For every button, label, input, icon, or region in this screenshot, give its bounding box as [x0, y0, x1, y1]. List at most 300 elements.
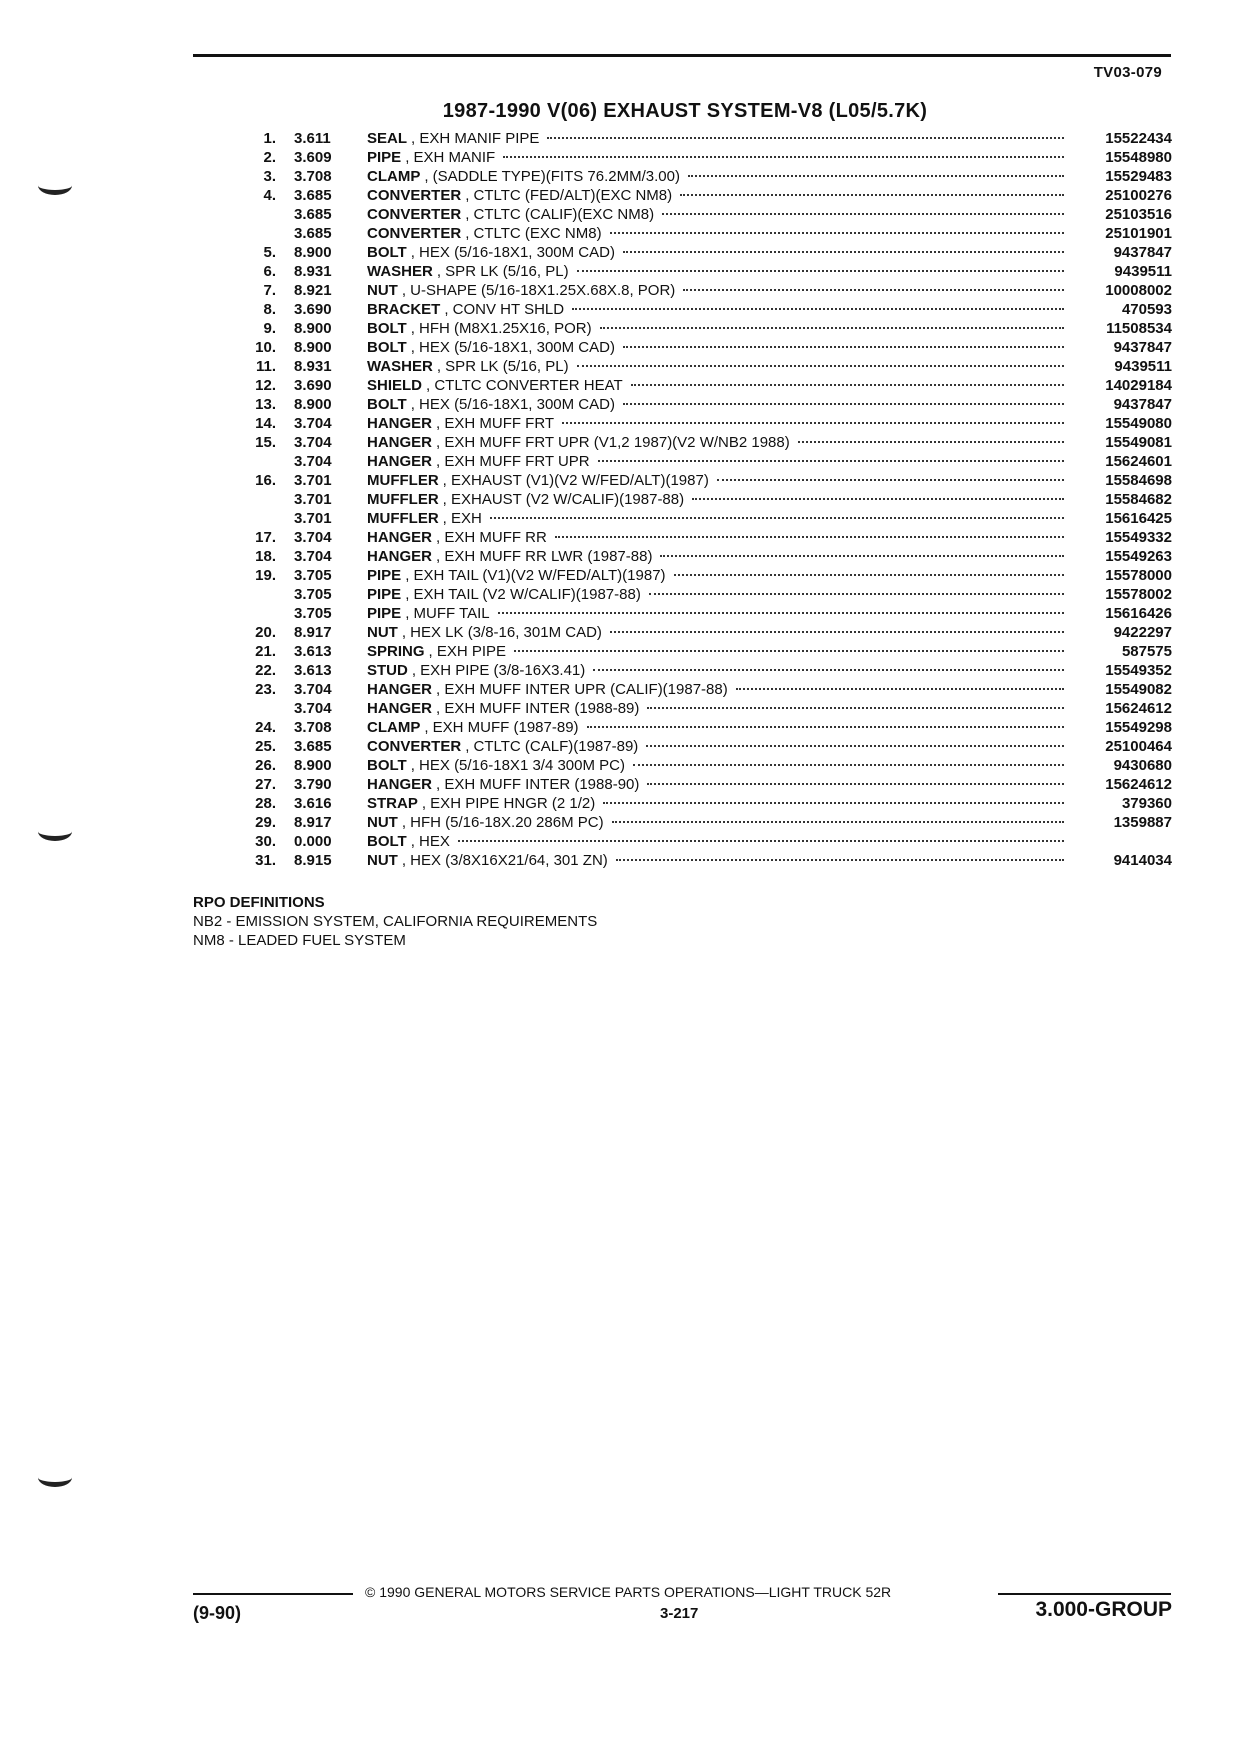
part-row	[230, 642, 1172, 661]
leader-dots	[688, 175, 1064, 177]
binder-hole-mark	[38, 176, 72, 195]
leader-dots	[610, 631, 1064, 633]
part-description	[367, 433, 1172, 452]
part-number: 5.	[263, 244, 276, 261]
part-detail: , EXH MANIF PIPE	[411, 130, 540, 147]
part-description	[367, 794, 1172, 813]
leader-dots	[577, 365, 1064, 367]
part-number: 28.	[255, 795, 276, 812]
part-description	[367, 224, 1172, 243]
part-row	[230, 281, 1172, 300]
part-row	[230, 832, 1172, 851]
part-detail: , HEX (3/8X16X21/64, 301 ZN)	[401, 852, 608, 869]
group-code: 8.900	[294, 320, 332, 337]
group-code: 3.790	[294, 776, 332, 793]
rpo-line: NM8 - LEADED FUEL SYSTEM	[193, 932, 406, 949]
group-code: 8.931	[294, 358, 332, 375]
part-catalog-number: 15584682	[1105, 491, 1172, 508]
part-name: MUFFLER	[367, 472, 439, 489]
leader-dots	[490, 517, 1064, 519]
part-row	[230, 395, 1172, 414]
leader-dots	[798, 441, 1064, 443]
part-description	[367, 281, 1172, 300]
part-detail: , HFH (5/16-18X.20 286M PC)	[401, 814, 604, 831]
part-row	[230, 167, 1172, 186]
part-detail: , CTLTC (EXC NM8)	[465, 225, 602, 242]
group-code: 3.701	[294, 491, 332, 508]
part-description	[367, 699, 1172, 718]
leader-dots	[717, 479, 1064, 481]
leader-dots	[623, 403, 1064, 405]
part-description	[367, 623, 1172, 642]
part-catalog-number: 15624612	[1105, 776, 1172, 793]
part-catalog-number: 25101901	[1105, 225, 1172, 242]
part-name: MUFFLER	[367, 491, 439, 508]
part-description	[367, 642, 1172, 661]
part-catalog-number: 15578002	[1105, 586, 1172, 603]
part-number: 9.	[263, 320, 276, 337]
part-detail: , EXH PIPE	[428, 643, 507, 660]
part-name: HANGER	[367, 434, 433, 451]
part-name: WASHER	[367, 358, 433, 375]
part-description	[367, 205, 1172, 224]
part-detail: , EXH MANIF	[405, 149, 496, 166]
part-detail: , CONV HT SHLD	[444, 301, 565, 318]
part-catalog-number: 15522434	[1105, 130, 1172, 147]
leader-dots	[555, 536, 1064, 538]
part-number: 29.	[255, 814, 276, 831]
part-catalog-number: 15549082	[1105, 681, 1172, 698]
leader-dots	[692, 498, 1064, 500]
leader-dots	[577, 270, 1064, 272]
part-detail: , CTLTC CONVERTER HEAT	[426, 377, 623, 394]
part-number: 1.	[263, 130, 276, 147]
part-catalog-number: 15624601	[1105, 453, 1172, 470]
part-row	[230, 547, 1172, 566]
part-row	[230, 243, 1172, 262]
leader-dots	[631, 384, 1064, 386]
leader-dots	[598, 460, 1064, 462]
group-code: 8.900	[294, 396, 332, 413]
binder-hole-mark	[38, 1468, 72, 1487]
part-row	[230, 471, 1172, 490]
group-code: 3.708	[294, 719, 332, 736]
leader-dots	[674, 574, 1064, 576]
part-detail: , EXH MUFF RR LWR (1987-88)	[436, 548, 653, 565]
part-number: 26.	[255, 757, 276, 774]
part-number: 16.	[255, 472, 276, 489]
part-number: 6.	[263, 263, 276, 280]
part-name: CONVERTER	[367, 738, 462, 755]
part-detail: , CTLTC (CALF)(1987-89)	[465, 738, 639, 755]
part-number: 11.	[255, 358, 276, 375]
part-row	[230, 851, 1172, 870]
part-description	[367, 357, 1172, 376]
part-row	[230, 775, 1172, 794]
leader-dots	[683, 289, 1064, 291]
leader-dots	[458, 840, 1064, 842]
part-catalog-number: 379360	[1121, 795, 1172, 812]
part-detail: , EXHAUST (V2 W/CALIF)(1987-88)	[442, 491, 685, 508]
group-code: 8.915	[294, 852, 332, 869]
part-name: PIPE	[367, 149, 402, 166]
part-detail: , EXH PIPE HNGR (2 1/2)	[421, 795, 596, 812]
group-code: 8.900	[294, 244, 332, 261]
part-number: 18.	[255, 548, 276, 565]
part-catalog-number: 15549352	[1105, 662, 1172, 679]
group-code: 3.690	[294, 377, 332, 394]
group-code: 3.705	[294, 586, 332, 603]
part-detail: , HEX (5/16-18X1, 300M CAD)	[410, 244, 615, 261]
part-detail: , EXH MUFF FRT UPR	[436, 453, 590, 470]
group-code: 3.701	[294, 472, 332, 489]
part-detail: , EXH	[442, 510, 482, 527]
part-catalog-number: 15549263	[1105, 548, 1172, 565]
part-detail: , CTLTC (CALIF)(EXC NM8)	[465, 206, 655, 223]
group-code: 3.690	[294, 301, 332, 318]
part-number: 24.	[255, 719, 276, 736]
part-row	[230, 680, 1172, 699]
part-catalog-number: 15624612	[1105, 700, 1172, 717]
leader-dots	[593, 669, 1064, 671]
part-row	[230, 566, 1172, 585]
part-catalog-number: 9414034	[1113, 852, 1172, 869]
part-number: 15.	[255, 434, 276, 451]
part-row	[230, 718, 1172, 737]
leader-dots	[562, 422, 1064, 424]
leader-dots	[572, 308, 1064, 310]
part-number: 23.	[255, 681, 276, 698]
leader-dots	[647, 707, 1064, 709]
part-catalog-number: 15584698	[1105, 472, 1172, 489]
part-row	[230, 414, 1172, 433]
part-row	[230, 338, 1172, 357]
part-detail: , EXH MUFF RR	[436, 529, 547, 546]
group-code: 8.917	[294, 814, 332, 831]
part-catalog-number: 9437847	[1113, 396, 1172, 413]
part-number: 8.	[263, 301, 276, 318]
part-detail: , EXH MUFF INTER (1988-89)	[436, 700, 640, 717]
group-code: 0.000	[294, 833, 332, 850]
part-detail: , EXH PIPE (3/8-16X3.41)	[411, 662, 586, 679]
part-row	[230, 585, 1172, 604]
group-code: 8.917	[294, 624, 332, 641]
part-row	[230, 186, 1172, 205]
part-description	[367, 452, 1172, 471]
parts-list	[230, 129, 1172, 870]
part-row	[230, 262, 1172, 281]
part-number: 22.	[255, 662, 276, 679]
part-catalog-number: 15578000	[1105, 567, 1172, 584]
leader-dots	[610, 232, 1064, 234]
part-row	[230, 357, 1172, 376]
part-name: BOLT	[367, 320, 407, 337]
part-name: CLAMP	[367, 168, 421, 185]
copyright: © 1990 GENERAL MOTORS SERVICE PARTS OPERATIONS—LIGHT TRUCK 52R	[365, 1584, 892, 1600]
group-code: 3.704	[294, 548, 332, 565]
part-number: 21.	[255, 643, 276, 660]
leader-dots	[587, 726, 1064, 728]
part-number: 3.	[263, 168, 276, 185]
group-code: 3.613	[294, 643, 332, 660]
part-description	[367, 148, 1172, 167]
leader-dots	[616, 859, 1064, 861]
leader-dots	[498, 612, 1064, 614]
leader-dots	[647, 783, 1064, 785]
part-name: CONVERTER	[367, 187, 462, 204]
part-catalog-number: 10008002	[1105, 282, 1172, 299]
part-number: 17.	[255, 529, 276, 546]
group-code: 3.613	[294, 662, 332, 679]
leader-dots	[623, 346, 1064, 348]
part-detail: , EXH MUFF FRT UPR (V1,2 1987)(V2 W/NB2 1988)	[436, 434, 790, 451]
part-detail: , EXHAUST (V1)(V2 W/FED/ALT)(1987)	[442, 472, 709, 489]
part-catalog-number: 11508534	[1106, 320, 1172, 337]
part-name: WASHER	[367, 263, 433, 280]
part-number: 27.	[255, 776, 276, 793]
part-detail: , HEX (5/16-18X1 3/4 300M PC)	[410, 757, 625, 774]
part-catalog-number: 1359887	[1113, 814, 1172, 831]
part-catalog-number: 25100464	[1105, 738, 1172, 755]
part-row	[230, 224, 1172, 243]
part-name: HANGER	[367, 453, 433, 470]
part-row	[230, 661, 1172, 680]
part-description	[367, 129, 1172, 148]
part-name: PIPE	[367, 567, 402, 584]
part-row	[230, 433, 1172, 452]
part-name: NUT	[367, 282, 398, 299]
part-catalog-number: 15616425	[1105, 510, 1172, 527]
part-description	[367, 756, 1172, 775]
part-description	[367, 661, 1172, 680]
part-name: HANGER	[367, 681, 433, 698]
part-catalog-number: 9437847	[1113, 244, 1172, 261]
part-catalog-number: 9439511	[1114, 263, 1172, 280]
part-detail: , SPR LK (5/16, PL)	[436, 358, 569, 375]
part-number: 14.	[255, 415, 276, 432]
group-code: 3.704	[294, 681, 332, 698]
leader-dots	[646, 745, 1064, 747]
part-number: 10.	[255, 339, 276, 356]
part-name: SHIELD	[367, 377, 423, 394]
footer-rule-left	[193, 1593, 353, 1595]
leader-dots	[603, 802, 1064, 804]
rpo-definitions	[193, 893, 597, 950]
leader-dots	[503, 156, 1064, 158]
part-name: NUT	[367, 852, 398, 869]
group-code: 8.900	[294, 757, 332, 774]
part-description	[367, 319, 1172, 338]
group-code: 3.685	[294, 187, 332, 204]
part-row	[230, 623, 1172, 642]
rpo-line: NB2 - EMISSION SYSTEM, CALIFORNIA REQUIREMENTS	[193, 913, 598, 930]
part-detail: , HFH (M8X1.25X16, POR)	[410, 320, 592, 337]
part-detail: , EXH MUFF INTER (1988-90)	[436, 776, 640, 793]
part-detail: , EXH MUFF FRT	[436, 415, 555, 432]
part-description	[367, 243, 1172, 262]
part-name: SEAL	[367, 130, 408, 147]
group-code: 3.704	[294, 453, 332, 470]
group-code: 3.685	[294, 225, 332, 242]
part-name: MUFFLER	[367, 510, 439, 527]
revision-date: (9-90)	[193, 1603, 242, 1623]
part-description	[367, 737, 1172, 756]
group-code: 8.931	[294, 263, 332, 280]
group-code: 3.705	[294, 605, 332, 622]
part-name: BOLT	[367, 244, 407, 261]
part-name: NUT	[367, 624, 398, 641]
rpo-heading: RPO DEFINITIONS	[193, 894, 325, 911]
group-code: 3.609	[294, 149, 332, 166]
page-number: 3-217	[660, 1605, 699, 1622]
part-name: HANGER	[367, 529, 433, 546]
part-detail: , EXH TAIL (V2 W/CALIF)(1987-88)	[405, 586, 641, 603]
part-name: CONVERTER	[367, 225, 462, 242]
part-row	[230, 319, 1172, 338]
part-catalog-number: 9439511	[1114, 358, 1172, 375]
part-row	[230, 813, 1172, 832]
page-title-text: 1987-1990 V(06) EXHAUST SYSTEM-V8 (L05/5.7K)	[442, 100, 928, 122]
leader-dots	[736, 688, 1064, 690]
part-description	[367, 775, 1172, 794]
part-name: BRACKET	[367, 301, 441, 318]
group-code: 8.900	[294, 339, 332, 356]
part-description	[367, 414, 1172, 433]
doc-code: TV03-079	[1093, 64, 1162, 81]
group-code: 3.708	[294, 168, 332, 185]
part-row	[230, 737, 1172, 756]
part-catalog-number: 15549081	[1105, 434, 1172, 451]
group-label: 3.000-GROUP	[1035, 1598, 1172, 1621]
part-description	[367, 604, 1172, 623]
leader-dots	[514, 650, 1064, 652]
top-rule	[193, 54, 1171, 57]
group-code: 3.685	[294, 738, 332, 755]
part-name: CONVERTER	[367, 206, 462, 223]
part-name: SPRING	[367, 643, 425, 660]
part-detail: , EXH TAIL (V1)(V2 W/FED/ALT)(1987)	[405, 567, 666, 584]
leader-dots	[600, 327, 1064, 329]
part-number: 20.	[255, 624, 276, 641]
part-number: 12.	[255, 377, 276, 394]
part-detail: , MUFF TAIL	[405, 605, 490, 622]
part-description	[367, 167, 1172, 186]
part-description	[367, 376, 1172, 395]
part-catalog-number: 587575	[1121, 643, 1172, 660]
part-row	[230, 604, 1172, 623]
part-number: 31.	[255, 852, 276, 869]
part-name: BOLT	[367, 339, 407, 356]
part-number: 30.	[255, 833, 276, 850]
part-catalog-number: 15549332	[1105, 529, 1172, 546]
part-description	[367, 509, 1172, 528]
group-code: 3.705	[294, 567, 332, 584]
part-detail: , EXH MUFF (1987-89)	[424, 719, 579, 736]
part-row	[230, 490, 1172, 509]
part-description	[367, 471, 1172, 490]
part-name: BOLT	[367, 757, 407, 774]
part-detail: , U-SHAPE (5/16-18X1.25X.68X.8, POR)	[401, 282, 676, 299]
group-code: 3.704	[294, 415, 332, 432]
part-name: STUD	[367, 662, 408, 679]
part-description	[367, 528, 1172, 547]
part-row	[230, 509, 1172, 528]
part-detail: , HEX LK (3/8-16, 301M CAD)	[401, 624, 602, 641]
part-row	[230, 528, 1172, 547]
part-description	[367, 585, 1172, 604]
group-code: 3.704	[294, 700, 332, 717]
part-catalog-number: 15548980	[1105, 149, 1172, 166]
part-detail: , (SADDLE TYPE)(FITS 76.2MM/3.00)	[424, 168, 680, 185]
part-detail: , HEX (5/16-18X1, 300M CAD)	[410, 396, 615, 413]
part-detail: , HEX (5/16-18X1, 300M CAD)	[410, 339, 615, 356]
leader-dots	[649, 593, 1064, 595]
part-detail: , EXH MUFF INTER UPR (CALIF)(1987-88)	[436, 681, 728, 698]
part-catalog-number: 25103516	[1105, 206, 1172, 223]
group-code: 3.704	[294, 529, 332, 546]
part-row	[230, 452, 1172, 471]
part-row	[230, 756, 1172, 775]
part-description	[367, 395, 1172, 414]
part-description	[367, 680, 1172, 699]
part-description	[367, 186, 1172, 205]
part-catalog-number: 15529483	[1105, 168, 1172, 185]
part-description	[367, 262, 1172, 281]
part-catalog-number: 25100276	[1105, 187, 1172, 204]
part-number: 25.	[255, 738, 276, 755]
leader-dots	[547, 137, 1064, 139]
part-number: 4.	[263, 187, 276, 204]
part-row	[230, 148, 1172, 167]
part-name: BOLT	[367, 833, 407, 850]
part-number: 2.	[263, 149, 276, 166]
leader-dots	[612, 821, 1064, 823]
part-description	[367, 832, 1172, 851]
part-catalog-number: 9437847	[1113, 339, 1172, 356]
leader-dots	[680, 194, 1064, 196]
part-description	[367, 718, 1172, 737]
leader-dots	[660, 555, 1064, 557]
part-name: STRAP	[367, 795, 418, 812]
leader-dots	[662, 213, 1064, 215]
part-catalog-number: 470593	[1121, 301, 1172, 318]
part-name: BOLT	[367, 396, 407, 413]
part-name: HANGER	[367, 548, 433, 565]
part-number: 7.	[263, 282, 276, 299]
leader-dots	[623, 251, 1064, 253]
part-name: PIPE	[367, 605, 402, 622]
part-description	[367, 300, 1172, 319]
part-detail: , CTLTC (FED/ALT)(EXC NM8)	[465, 187, 673, 204]
part-row	[230, 129, 1172, 148]
leader-dots	[633, 764, 1064, 766]
part-name: HANGER	[367, 700, 433, 717]
part-catalog-number: 15549080	[1105, 415, 1172, 432]
group-code: 3.704	[294, 434, 332, 451]
page-title	[0, 100, 1254, 123]
part-name: PIPE	[367, 586, 402, 603]
part-name: CLAMP	[367, 719, 421, 736]
binder-hole-mark	[38, 822, 72, 841]
part-description	[367, 566, 1172, 585]
part-number: 13.	[255, 396, 276, 413]
part-catalog-number: 15616426	[1105, 605, 1172, 622]
part-catalog-number: 9430680	[1113, 757, 1172, 774]
part-row	[230, 376, 1172, 395]
part-description	[367, 338, 1172, 357]
group-code: 3.685	[294, 206, 332, 223]
part-catalog-number: 14029184	[1105, 377, 1172, 394]
